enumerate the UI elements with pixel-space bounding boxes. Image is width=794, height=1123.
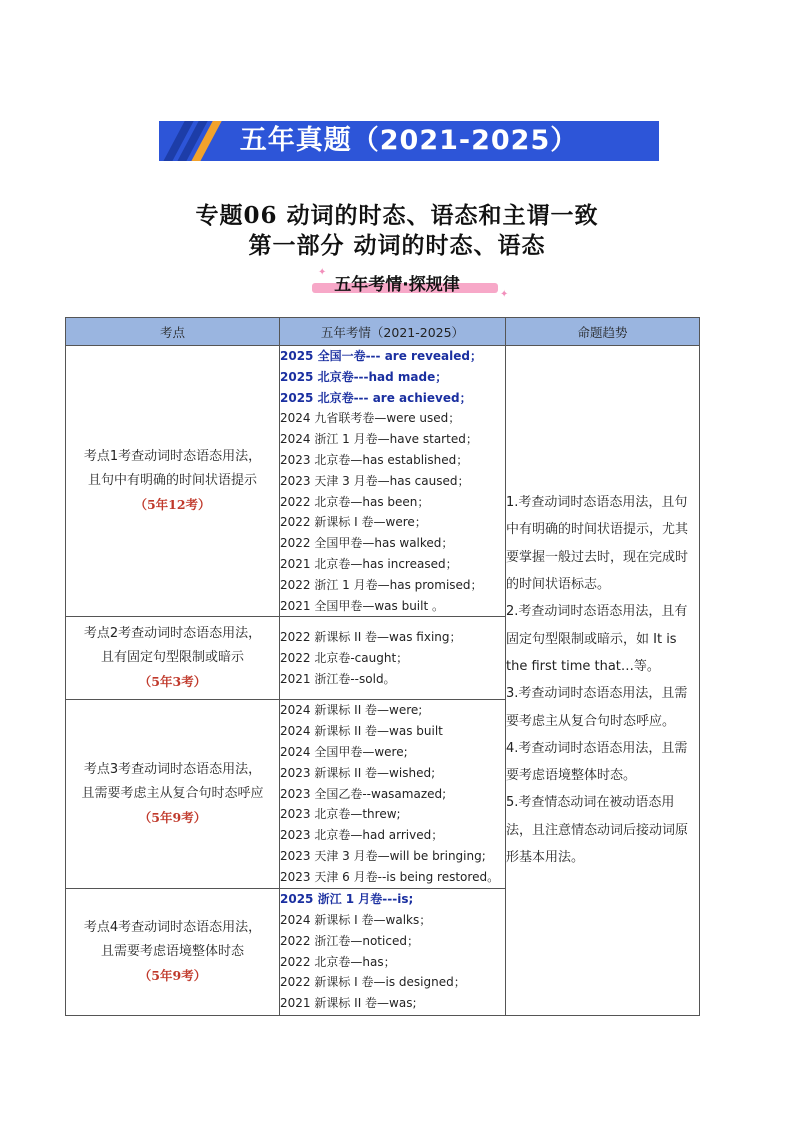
exam-case-item: 2023 北京卷—has established；: [280, 452, 469, 467]
exam-case-item: 2025 北京卷--- are achieved；: [280, 390, 472, 405]
exam-case-item: 2023 天津 6 月卷--is being restored。: [280, 869, 500, 884]
exam-count: （5年12考）: [134, 497, 211, 513]
exam-cases-cell: [280, 700, 506, 888]
exam-case-item: 2024 新课标 II 卷—was built: [280, 724, 443, 739]
exam-case-item: 2022 浙江 1 月卷—has promised；: [280, 577, 483, 592]
banner-title: 五年真题（2021-2025）: [239, 125, 579, 156]
exam-point-line: 且有固定句型限制或暗示: [100, 650, 244, 666]
exam-case-item: 2022 新课标 I 卷—were；: [280, 515, 427, 530]
exam-case-item: 2023 北京卷—threw;: [280, 807, 401, 822]
exam-count: （5年3考）: [138, 674, 207, 690]
subtitle-text: 五年考情·探规律: [334, 275, 460, 295]
exam-case-item: 2022 全国甲卷—has walked；: [280, 536, 454, 551]
exam-case-item: 2022 新课标 II 卷—was fixing；: [280, 630, 462, 645]
table-row: [66, 346, 700, 617]
exam-case-item: 2022 北京卷—has；: [280, 954, 396, 969]
exam-case-item: 2024 全国甲卷—were;: [280, 744, 408, 759]
exam-case-item: 2024 浙江 1 月卷—have started；: [280, 432, 478, 447]
exam-case-item: 2025 北京卷---had made；: [280, 369, 448, 384]
exam-point-line: 且需要考虑主从复合句时态呼应: [81, 785, 264, 801]
exam-case-item: 2021 全国甲卷—was built 。: [280, 598, 444, 613]
exam-cases-cell: [280, 346, 506, 617]
exam-case-item: 2022 新课标 I 卷—is designed；: [280, 975, 466, 990]
exam-case-item: 2025 全国一卷--- are revealed；: [280, 349, 482, 363]
trend-item: 4.考查动词时态语态用法，且需要考虑语境整体时态。: [506, 740, 688, 784]
title-banner: [159, 121, 659, 161]
exam-case-item: 2021 浙江卷--sold。: [280, 671, 396, 686]
exam-point-cell: [66, 346, 280, 617]
exam-case-item: 2023 新课标 II 卷—wished;: [280, 765, 436, 780]
exam-case-item: 2024 新课标 II 卷—were;: [280, 703, 423, 718]
exam-case-item: 2024 九省联考卷—were used；: [280, 411, 461, 426]
sparkle-icon: ✦: [500, 289, 509, 300]
exam-case-item: 2022 北京卷—has been；: [280, 494, 430, 509]
exam-case-item: 2021 新课标 II 卷—was;: [280, 996, 417, 1011]
exam-point-line: 且需要考虑语境整体时态: [100, 943, 244, 959]
exam-point-line: 考点1考查动词时态语态用法，: [83, 449, 262, 465]
exam-analysis-table: [65, 317, 700, 1016]
exam-point-cell: [66, 888, 280, 1015]
exam-count: （5年9考）: [138, 809, 207, 825]
topic-heading: 专题06 动词的时态、语态和主谓一致: [195, 202, 599, 229]
exam-case-item: 2021 北京卷—has increased；: [280, 556, 458, 571]
exam-case-item: 2023 天津 3 月卷—has caused；: [280, 473, 470, 488]
trend-item: 2.考查动词时态语态用法，且有固定句型限制或暗示，如 It is the first time that…等。: [506, 604, 688, 674]
column-header-trend: 命题趋势: [506, 318, 700, 346]
exam-point-line: 考点4考查动词时态语态用法，: [83, 919, 262, 935]
exam-case-item: 2023 全国乙卷--wasamazed;: [280, 786, 447, 801]
exam-case-item: 2023 北京卷—had arrived；: [280, 828, 444, 843]
exam-cases-cell: [280, 888, 506, 1015]
sparkle-icon: ✦: [318, 267, 327, 278]
trend-cell: [506, 346, 700, 1016]
part-heading: 第一部分 动词的时态、语态: [248, 232, 546, 259]
column-header-point: 考点: [66, 318, 280, 346]
exam-point-line: 考点2考查动词时态语态用法，: [83, 626, 262, 642]
trend-item: 5.考查情态动词在被动语态用法，且注意情态动词后接动词原形基本用法。: [506, 795, 689, 866]
trend-item: 1.考查动词时态语态用法，且句中有明确的时间状语提示，尤其要掌握一般过去时，现在完成时的时间状语标志。: [506, 495, 689, 593]
column-header-cases: 五年考情（2021-2025）: [280, 318, 506, 346]
section-subtitle: [0, 268, 794, 298]
exam-count: （5年9考）: [138, 967, 207, 983]
trend-item: 3.考查动词时态语态用法，且需要考虑主从复合句时态呼应。: [506, 686, 688, 729]
exam-case-item: 2022 浙江卷—noticed；: [280, 933, 419, 948]
exam-point-line: 考点3考查动词时态语态用法，: [83, 761, 262, 777]
exam-case-item: 2024 新课标 I 卷—walks；: [280, 912, 432, 927]
table-header-row: [66, 318, 700, 346]
exam-point-cell: [66, 617, 280, 700]
exam-point-cell: [66, 700, 280, 888]
exam-case-item: 2023 天津 3 月卷—will be bringing;: [280, 848, 486, 863]
exam-cases-cell: [280, 617, 506, 700]
exam-case-item: 2022 北京卷-caught；: [280, 650, 409, 665]
exam-point-line: 且句中有明确的时间状语提示: [87, 473, 257, 489]
exam-case-item: 2025 浙江 1 月卷---is;: [280, 892, 414, 907]
